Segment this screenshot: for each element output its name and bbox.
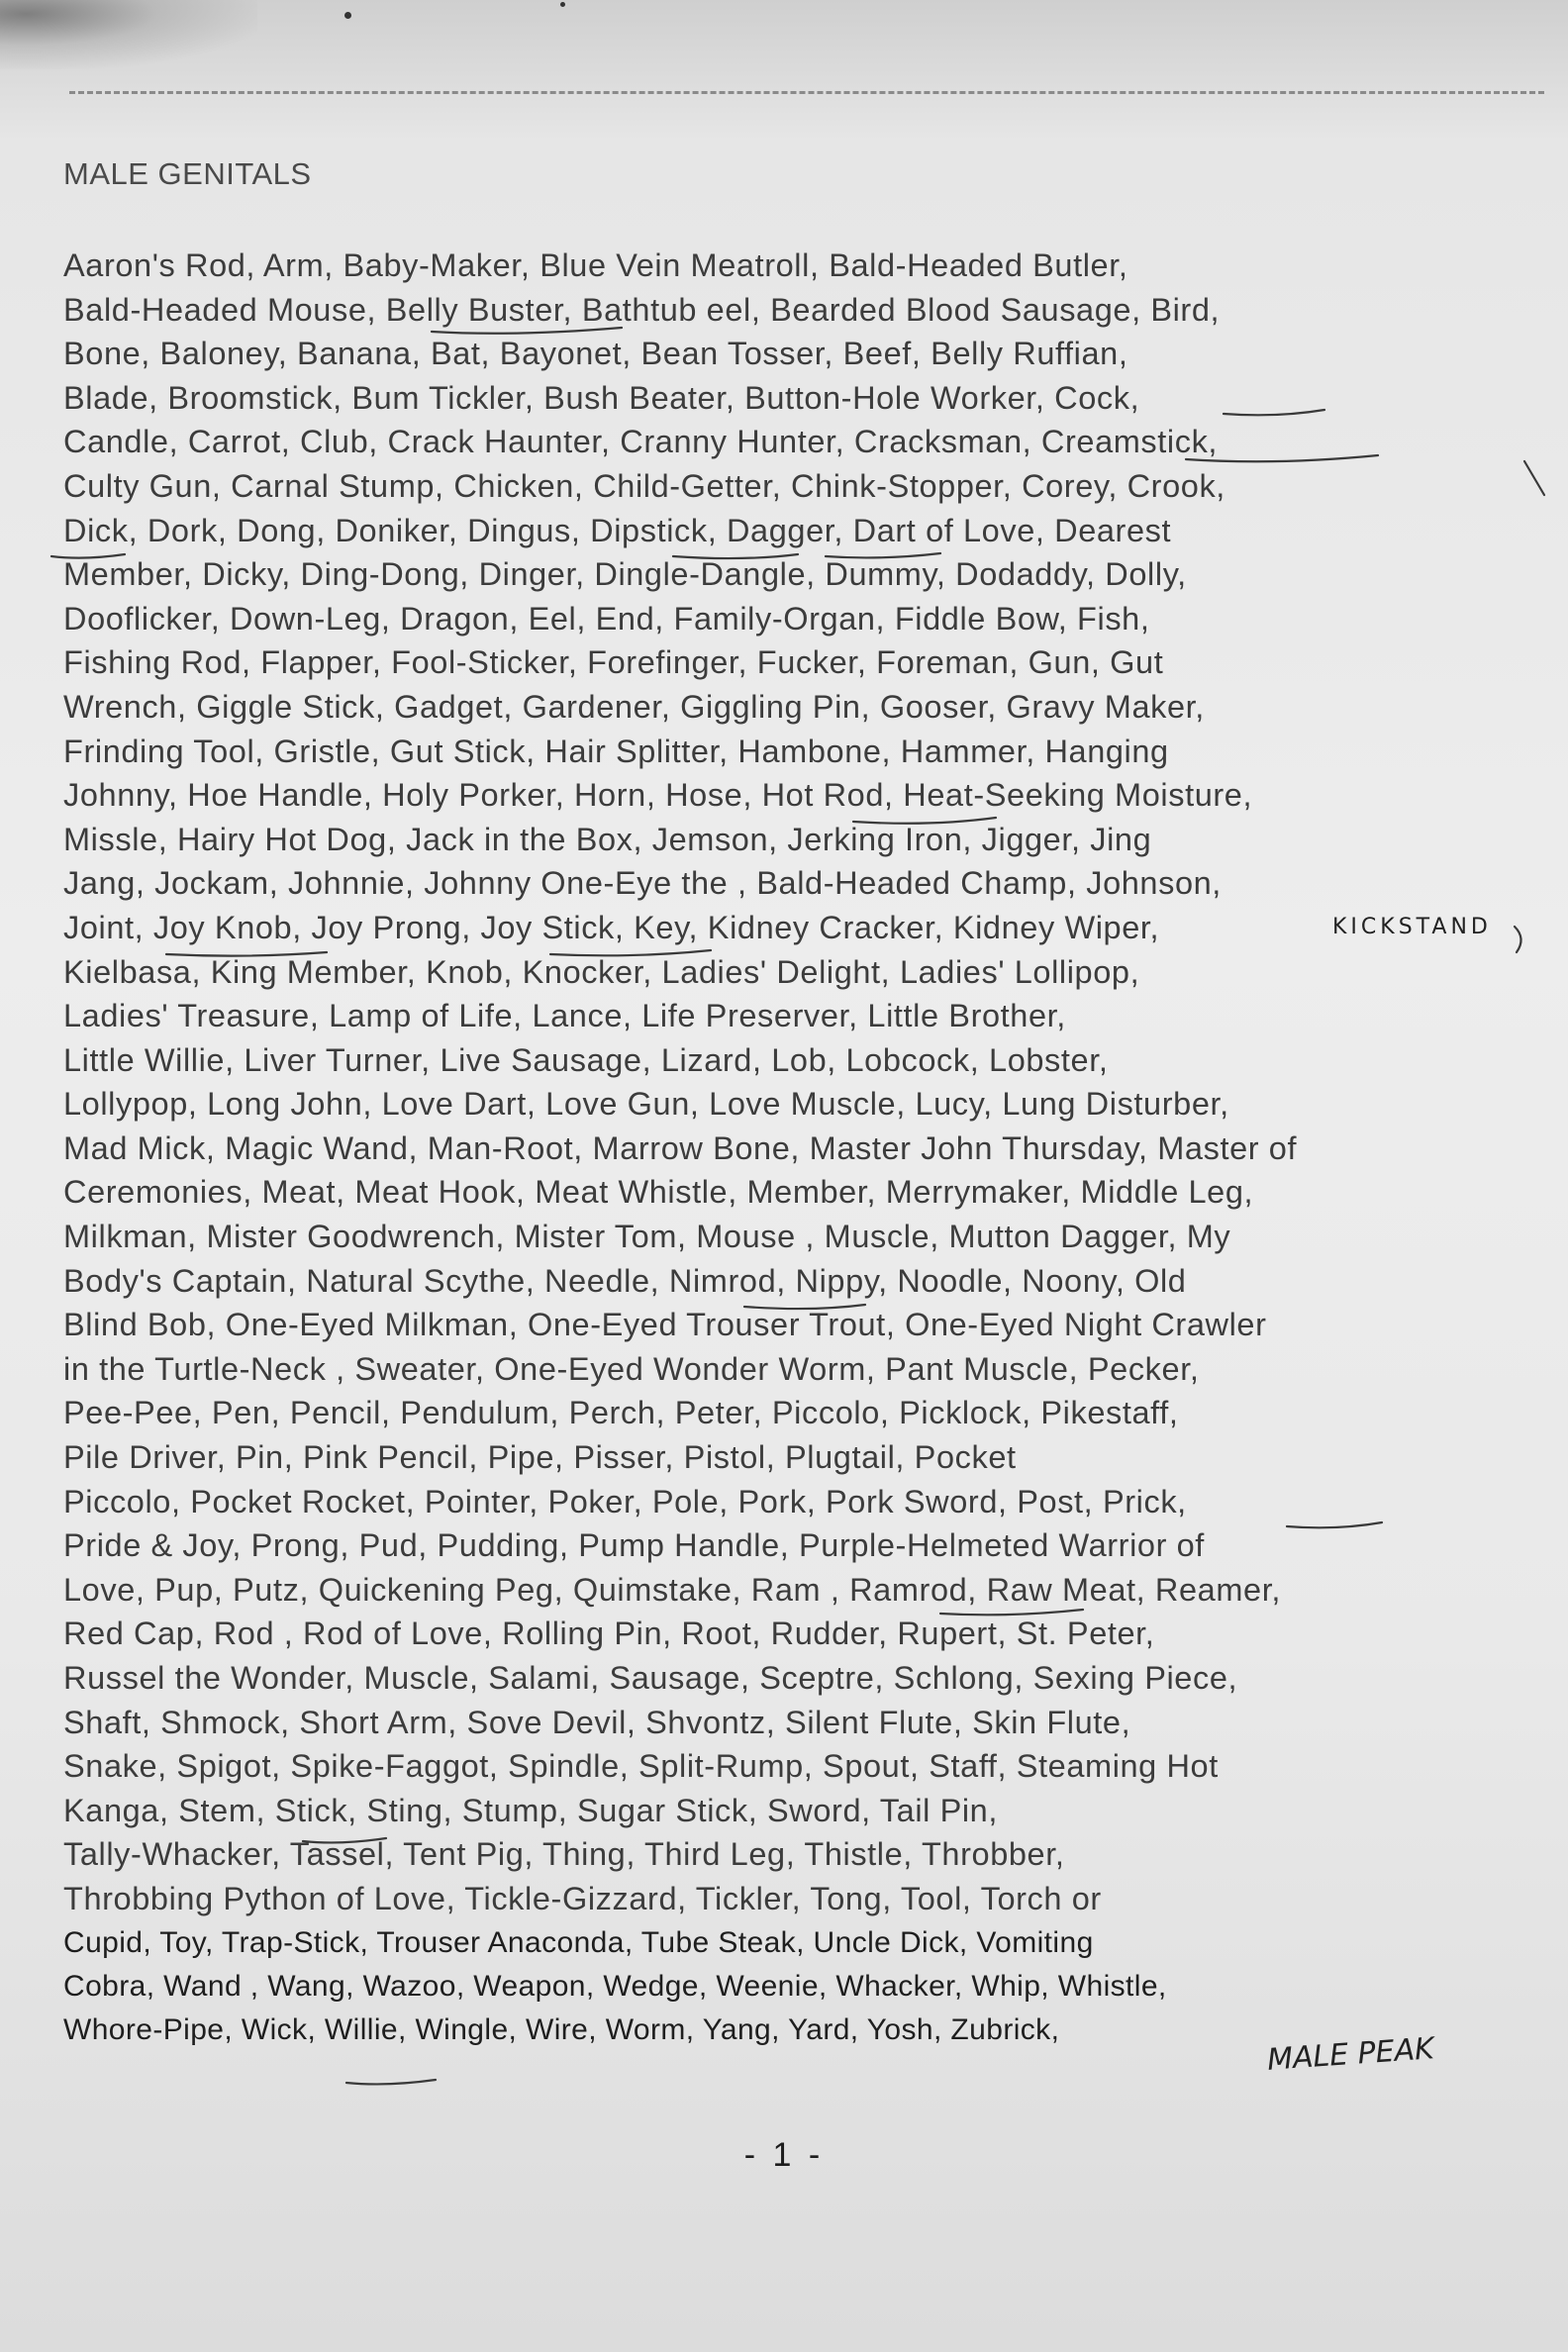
- margin-stroke: [1524, 461, 1544, 495]
- text-line: Kanga, Stem, Stick, Sting, Stump, Sugar Stick, Sword, Tail Pin,: [63, 1792, 998, 1828]
- ink-dot: [344, 12, 351, 19]
- text-line: Ladies' Treasure, Lamp of Life, Lance, Life Preserver, Little Brother,: [63, 998, 1066, 1034]
- term-list: [63, 244, 1449, 2052]
- text-line: Tally-Whacker, Tassel, Tent Pig, Thing, Third Leg, Thistle, Throbber,: [63, 1836, 1065, 1873]
- text-line: Red Cap, Rod , Rod of Love, Rolling Pin, Root, Rudder, Rupert, St. Peter,: [63, 1616, 1155, 1652]
- handwritten-margin-note: KICKSTAND: [1332, 915, 1492, 939]
- paren-mark: [1515, 927, 1521, 952]
- text-line: Culty Gun, Carnal Stump, Chicken, Child-Getter, Chink-Stopper, Corey, Crook,: [63, 467, 1225, 504]
- text-line: Whore-Pipe, Wick, Willie, Wingle, Wire, Worm, Yang, Yard, Yosh, Zubrick,: [63, 2012, 1060, 2046]
- text-line: Russel the Wonder, Muscle, Salami, Sausage, Sceptre, Schlong, Sexing Piece,: [63, 1660, 1238, 1696]
- text-line: Kielbasa, King Member, Knob, Knocker, Ladies' Delight, Ladies' Lollipop,: [63, 953, 1140, 990]
- text-line: Fishing Rod, Flapper, Fool-Sticker, Forefinger, Fucker, Foreman, Gun, Gut: [63, 644, 1164, 681]
- page-number: - 1 -: [743, 2136, 825, 2174]
- underline-mark: [346, 2080, 436, 2084]
- text-line: Pride & Joy, Prong, Pud, Pudding, Pump Handle, Purple-Helmeted Warrior of: [63, 1527, 1205, 1564]
- ink-dot: [560, 2, 565, 7]
- handwritten-end-note: MALE PEAK: [1265, 2031, 1435, 2078]
- text-line: Blind Bob, One-Eyed Milkman, One-Eyed Trouser Trout, One-Eyed Night Crawler: [63, 1307, 1267, 1343]
- text-line: Milkman, Mister Goodwrench, Mister Tom, Mouse , Muscle, Mutton Dagger, My: [63, 1219, 1231, 1255]
- text-line: Dick, Dork, Dong, Doniker, Dingus, Dipstick, Dagger, Dart of Love, Dearest: [63, 512, 1172, 548]
- text-line: Jang, Jockam, Johnnie, Johnny One-Eye the , Bald-Headed Champ, Johnson,: [63, 865, 1222, 902]
- text-line: Missle, Hairy Hot Dog, Jack in the Box, Jemson, Jerking Iron, Jigger, Jing: [63, 821, 1152, 857]
- text-line: Shaft, Shmock, Short Arm, Sove Devil, Shvontz, Silent Flute, Skin Flute,: [63, 1704, 1131, 1740]
- text-line: Pee-Pee, Pen, Pencil, Pendulum, Perch, Peter, Piccolo, Picklock, Pikestaff,: [63, 1395, 1179, 1431]
- text-line: Member, Dicky, Ding-Dong, Dinger, Dingle-Dangle, Dummy, Dodaddy, Dolly,: [63, 556, 1187, 593]
- text-line: Bald-Headed Mouse, Belly Buster, Bathtub eel, Bearded Blood Sausage, Bird,: [63, 291, 1221, 328]
- text-line: Johnny, Hoe Handle, Holy Porker, Horn, Hose, Hot Rod, Heat-Seeking Moisture,: [63, 777, 1253, 814]
- text-line: Joint, Joy Knob, Joy Prong, Joy Stick, Key, Kidney Cracker, Kidney Wiper,: [63, 909, 1160, 945]
- text-line: Dooflicker, Down-Leg, Dragon, Eel, End, Family-Organ, Fiddle Bow, Fish,: [63, 600, 1150, 637]
- text-line: Pile Driver, Pin, Pink Pencil, Pipe, Pisser, Pistol, Plugtail, Pocket: [63, 1439, 1017, 1476]
- text-line: Wrench, Giggle Stick, Gadget, Gardener, Giggling Pin, Gooser, Gravy Maker,: [63, 688, 1205, 725]
- text-line: Lollypop, Long John, Love Dart, Love Gun, Love Muscle, Lucy, Lung Disturber,: [63, 1086, 1229, 1123]
- text-line: Body's Captain, Natural Scythe, Needle, Nimrod, Nippy, Noodle, Noony, Old: [63, 1262, 1187, 1299]
- text-line: Mad Mick, Magic Wand, Man-Root, Marrow Bone, Master John Thursday, Master of: [63, 1129, 1298, 1166]
- text-line: Frinding Tool, Gristle, Gut Stick, Hair Splitter, Hambone, Hammer, Hanging: [63, 733, 1169, 769]
- text-line: Piccolo, Pocket Rocket, Pointer, Poker, Pole, Pork, Pork Sword, Post, Prick,: [63, 1483, 1187, 1519]
- perforation-line: [69, 91, 1544, 94]
- text-line: Candle, Carrot, Club, Crack Haunter, Cranny Hunter, Cracksman, Creamstick,: [63, 424, 1219, 460]
- corner-smudge: [0, 0, 257, 69]
- text-line: Ceremonies, Meat, Meat Hook, Meat Whistle, Member, Merrymaker, Middle Leg,: [63, 1174, 1254, 1211]
- text-line: Little Willie, Liver Turner, Live Sausage, Lizard, Lob, Lobcock, Lobster,: [63, 1041, 1109, 1078]
- text-line: Cobra, Wand , Wang, Wazoo, Weapon, Wedge, Weenie, Whacker, Whip, Whistle,: [63, 1969, 1167, 2003]
- text-line: Love, Pup, Putz, Quickening Peg, Quimstake, Ram , Ramrod, Raw Meat, Reamer,: [63, 1571, 1281, 1608]
- page-heading: MALE GENITALS: [63, 156, 312, 191]
- text-line: Throbbing Python of Love, Tickle-Gizzard, Tickler, Tong, Tool, Torch or: [63, 1880, 1102, 1916]
- text-line: Blade, Broomstick, Bum Tickler, Bush Beater, Button-Hole Worker, Cock,: [63, 379, 1140, 416]
- text-line: in the Turtle-Neck , Sweater, One-Eyed Wonder Worm, Pant Muscle, Pecker,: [63, 1350, 1200, 1387]
- text-line: Aaron's Rod, Arm, Baby-Maker, Blue Vein Meatroll, Bald-Headed Butler,: [63, 247, 1128, 283]
- text-line: Bone, Baloney, Banana, Bat, Bayonet, Bean Tosser, Beef, Belly Ruffian,: [63, 336, 1128, 372]
- text-line: Snake, Spigot, Spike-Faggot, Spindle, Split-Rump, Spout, Staff, Steaming Hot: [63, 1748, 1219, 1785]
- text-line: Cupid, Toy, Trap-Stick, Trouser Anaconda, Tube Steak, Uncle Dick, Vomiting: [63, 1925, 1094, 1959]
